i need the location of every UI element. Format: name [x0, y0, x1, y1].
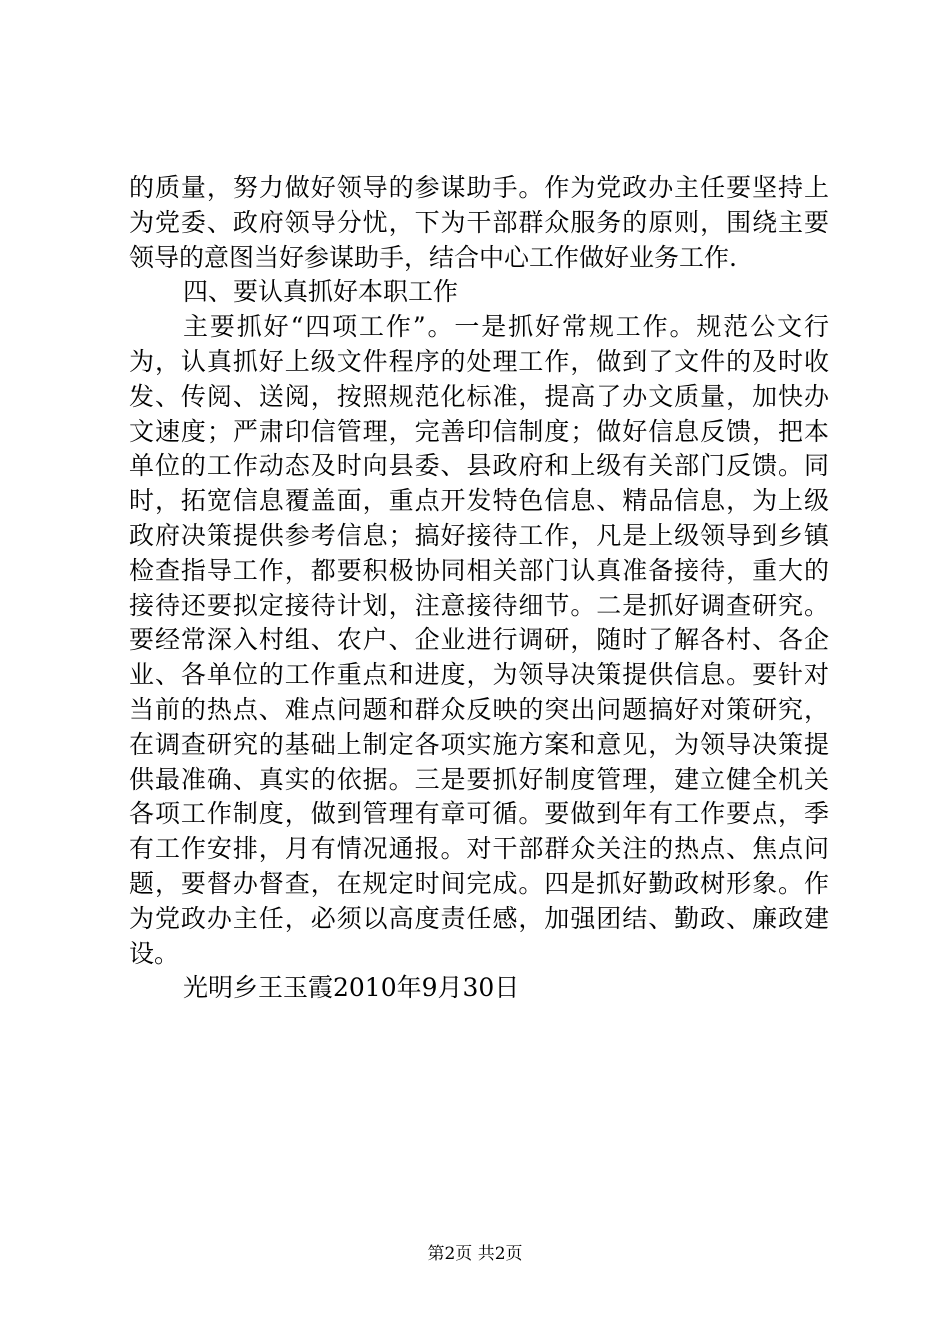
- section-heading: 四、要认真抓好本职工作: [183, 277, 459, 307]
- paragraph-line: 设。: [129, 938, 180, 968]
- paragraph-line: 的质量，努力做好领导的参谋助手。作为党政办主任要坚持上: [129, 173, 829, 202]
- paragraph-line: 有工作安排，月有情况通报。对干部群众关注的热点、焦点问: [129, 834, 829, 864]
- paragraph-line: 接待还要拟定接待计划，注意接待细节。二是抓好调查研究。: [129, 590, 829, 620]
- document-body: [129, 171, 829, 1006]
- signature-line: 光明乡王玉霞2010年9月30日: [183, 973, 520, 1003]
- paragraph-line: 时，拓宽信息覆盖面，重点开发特色信息、精品信息，为上级: [129, 486, 829, 516]
- paragraph-line: 文速度；严肃印信管理，完善印信制度；做好信息反馈，把本: [129, 416, 829, 446]
- paragraph-line: 检查指导工作，都要积极协同相关部门认真准备接待，重大的: [129, 555, 829, 585]
- paragraph-line: 在调查研究的基础上制定各项实施方案和意见，为领导决策提: [129, 729, 829, 759]
- paragraph-line: 当前的热点、难点问题和群众反映的突出问题搞好对策研究，: [129, 694, 829, 724]
- page-number-footer: 第2页 共2页: [427, 1244, 523, 1264]
- paragraph-line: 主要抓好“四项工作”。一是抓好常规工作。规范公文行: [183, 312, 829, 342]
- paragraph-line: 为党委、政府领导分忧，下为干部群众服务的原则，围绕主要: [129, 207, 829, 237]
- paragraph-line: 领导的意图当好参谋助手，结合中心工作做好业务工作.: [129, 242, 737, 272]
- paragraph-line: 供最准确、真实的依据。三是要抓好制度管理，建立健全机关: [129, 764, 829, 794]
- paragraph-line: 要经常深入村组、农户、企业进行调研，随时了解各村、各企: [129, 625, 829, 655]
- paragraph-line: 各项工作制度，做到管理有章可循。要做到年有工作要点，季: [129, 799, 829, 829]
- paragraph-line: 业、各单位的工作重点和进度，为领导决策提供信息。要针对: [129, 660, 829, 690]
- paragraph-line: 政府决策提供参考信息；搞好接待工作，凡是上级领导到乡镇: [129, 520, 829, 550]
- paragraph-line: 为，认真抓好上级文件程序的处理工作，做到了文件的及时收: [129, 346, 829, 376]
- paragraph-line: 题，要督办督查，在规定时间完成。四是抓好勤政树形象。作: [129, 868, 829, 898]
- paragraph-line: 单位的工作动态及时向县委、县政府和上级有关部门反馈。同: [129, 451, 829, 481]
- paragraph-line: 发、传阅、送阅，按照规范化标准，提高了办文质量，加快办: [129, 381, 829, 411]
- paragraph-line: 为党政办主任，必须以高度责任感，加强团结、勤政、廉政建: [129, 903, 829, 933]
